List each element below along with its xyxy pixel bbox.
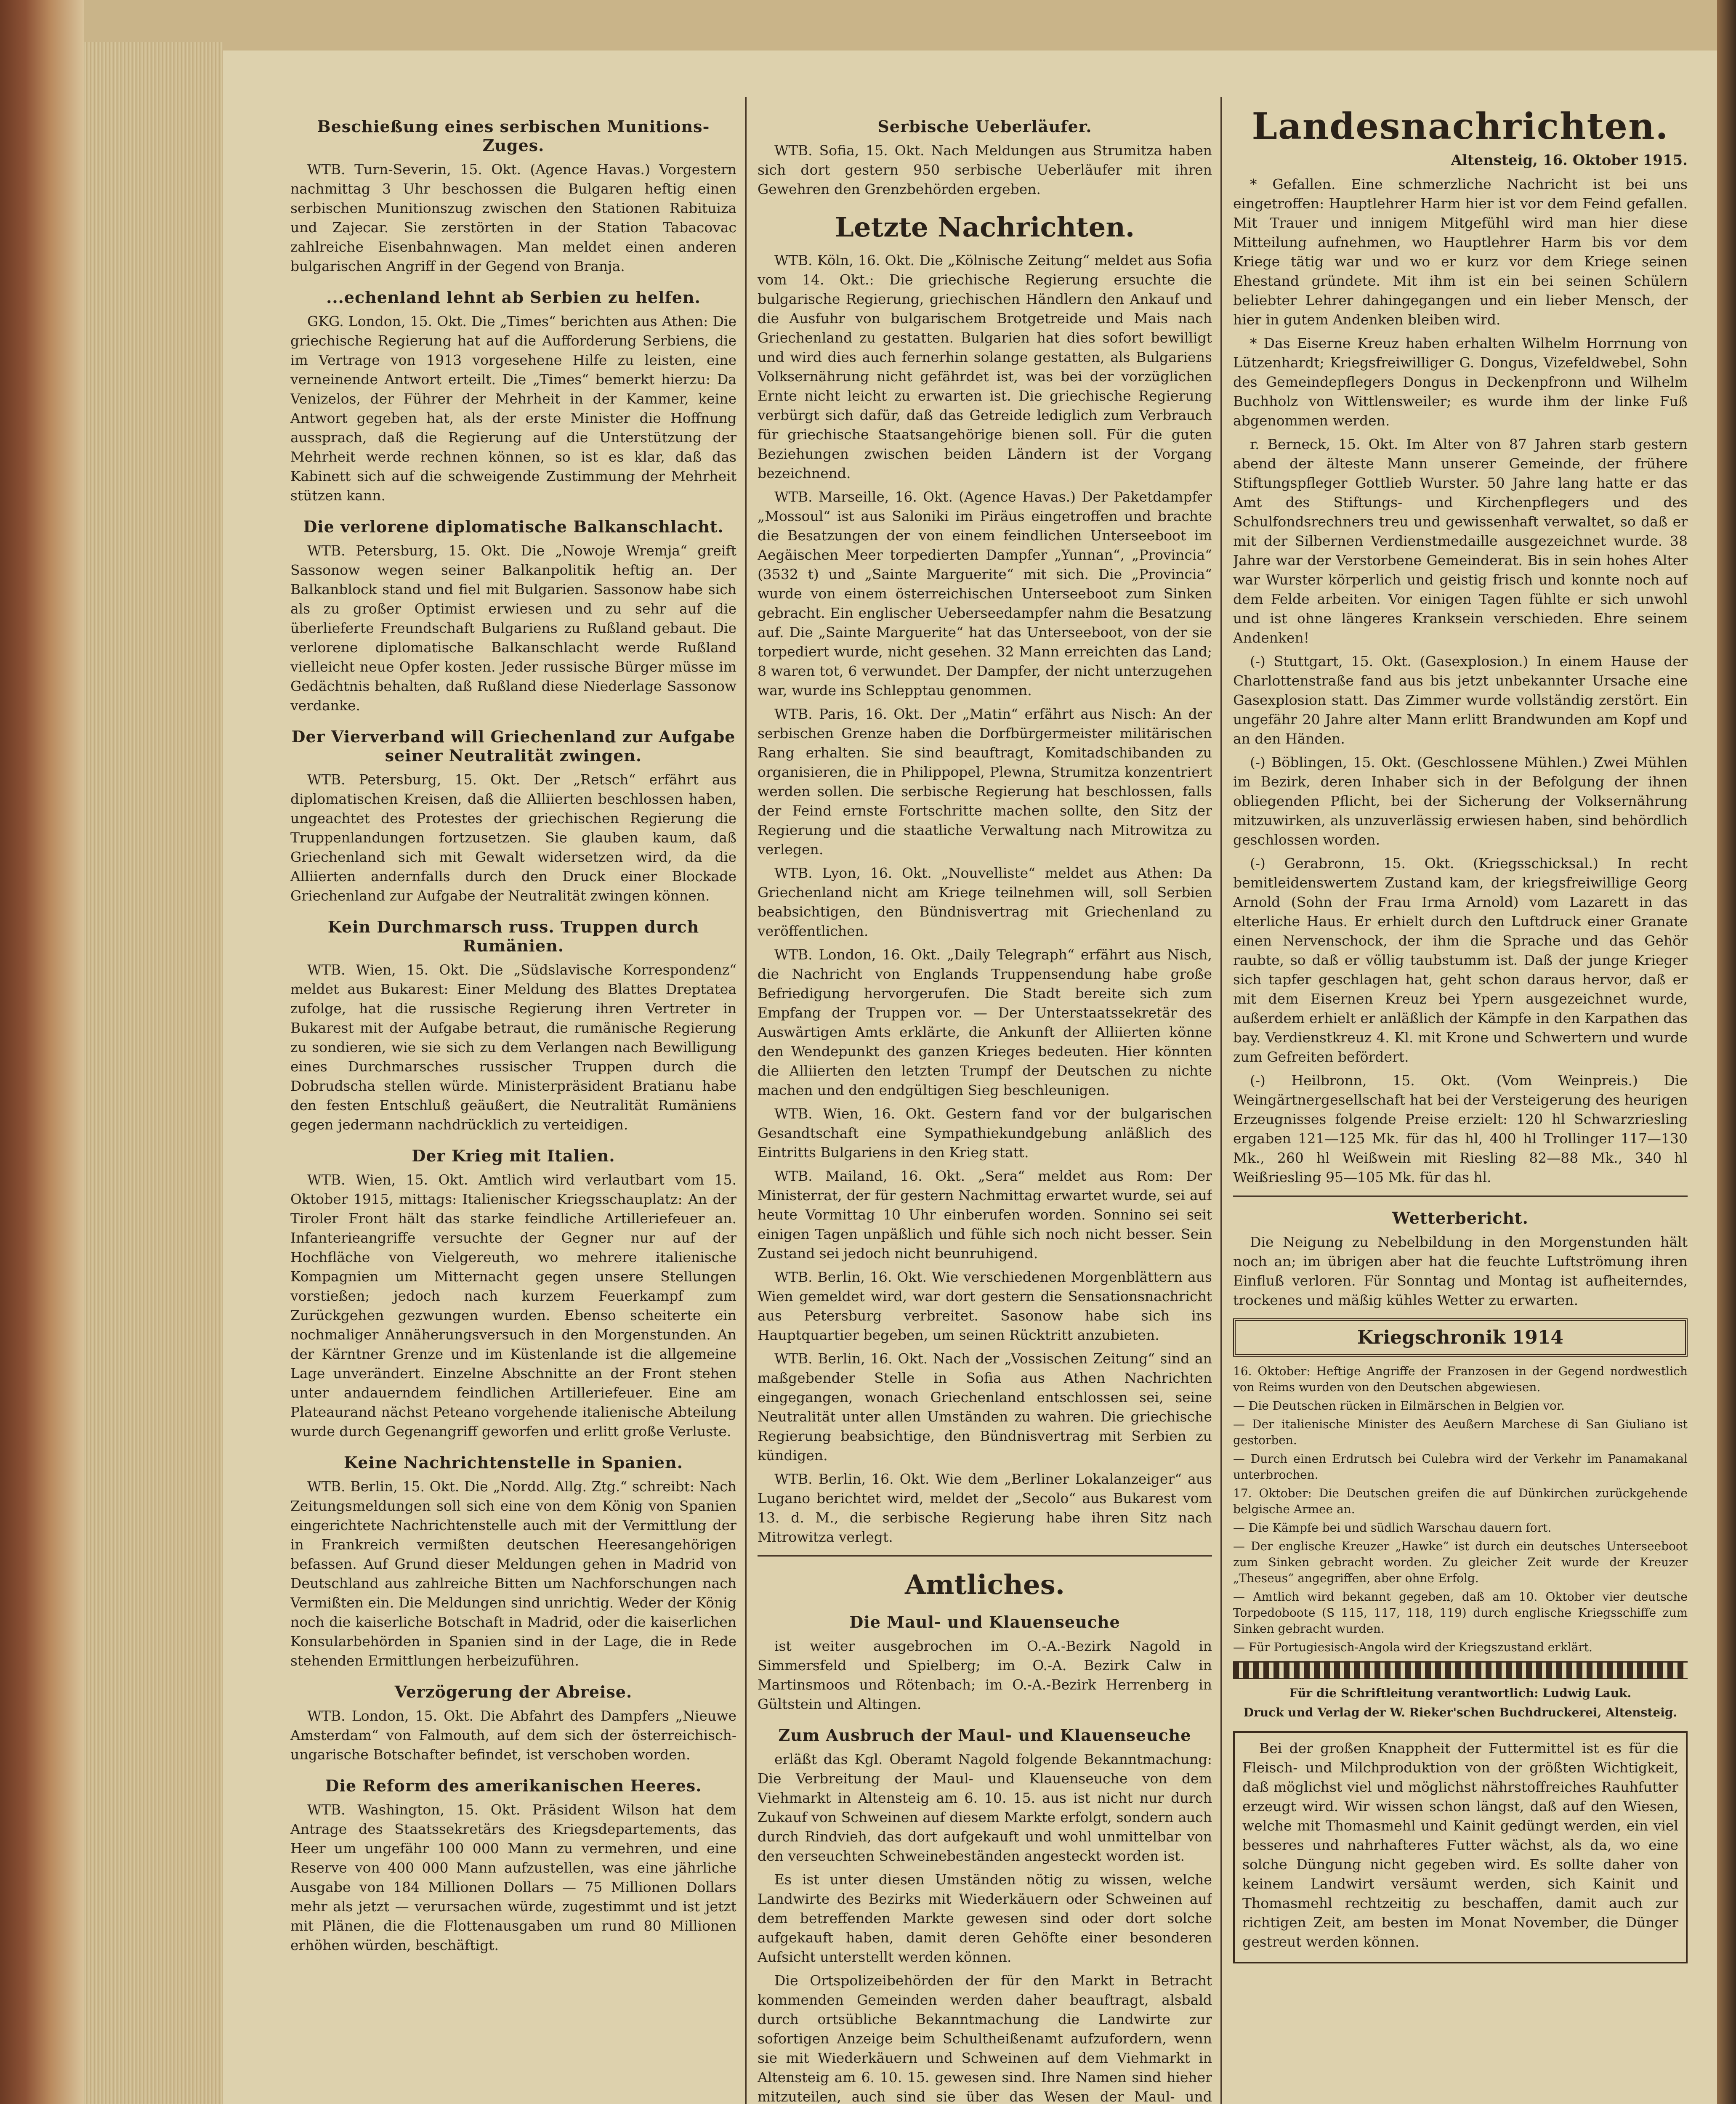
weather-heading: Wetterbericht.	[1392, 1209, 1529, 1227]
article-text: Die Ortspolizeibehörden der für den Markt in Betracht kommenden Gemeinden werden daher beauftragt, alsbald durch ortsübliche Bekanntmachung die Landwirte zur sofortigen Anzeige beim Schultheißenamt aufzufordern, wenn sie mit Wiederkäuern und Schweinen auf dem Viehmarkt in Altensteig am 6. 10. 15. gewesen sind. Ihre Namen sind hieher mitzuteilen, auch sind sie über das Wesen der Maul- und	[758, 1972, 1212, 2104]
article-text: WTB. Washington, 15. Okt. Präsident Wilson hat dem Antrage des Staatssekretärs des Kriegsdepartements, das Heer um ungefähr 100 000 Mann zu vermehren, und eine Reserve von 400 000 Mann aufzustellen, was eine jährliche Ausgabe von 184 Millionen Dollars — 75 Millionen Dollars mehr als jetzt — verursachen würde, zugestimmt und ist jetzt mit Plänen, die die Flottenausgaben um rund 80 Millionen erhöhen würden, beschäftigt.	[290, 1801, 736, 1953]
article-text: erläßt das Kgl. Oberamt Nagold folgende Bekanntmachung: Die Verbreitung der Maul- und Klauenseuche von dem Viehmarkt in Altensteig am 6. 10. 15. aus ist nicht nur durch Zukauf von Schweinen auf diesem Markte erfolgt, sondern auch durch Rindvieh, das dort aufgekauft und wohl unmittelbar von den verseuchten Schweinebeständen angesteckt worden ist.	[758, 1751, 1212, 1864]
local-news-item: (-) Gerabronn, 15. Okt. (Kriegsschicksal.) In recht bemitleidenswertem Zustand kam, der kriegsfreiwillige Georg Arnold (Sohn der Frau Irma Arnold) vom Lazarett in das elterliche Haus. Er erhielt durch den Luftdruck einer Granate einen Nervenschock, der ihm die Sprache und das Gehör raubte, so daß er völlig taubstumm ist. Daß der junge Krieger sich tapfer geschlagen hat, geht schon daraus hervor, daß er mit dem Eisernen Kreuz bei Ypern ausgezeichnet wurde, außerdem erhielt er anläßlich der Kämpfe in den Karpathen das bay. Verdienstkreuz 4. Kl. mit Krone und Schwertern und wurde zum Gefreiten befördert.	[1233, 855, 1688, 1065]
local-news-item: (-) Stuttgart, 15. Okt. (Gasexplosion.) In einem Hause der Charlottenstraße fand aus bis jetzt unbekannter Ursache eine Gasexplosion statt. Das Zimmer wurde vollständig zerstört. Ein ungefähr 20 Jahre alter Mann erlitt Brandwunden am Kopf und an den Händen.	[1233, 653, 1688, 747]
news-item: WTB. Berlin, 16. Okt. Wie verschiedenen Morgenblättern aus Wien gemeldet wird, war dort gestern die Sensationsnachricht aus Petersburg verbreitet. Sasonow habe sich ins Hauptquartier begeben, um seinen Rücktritt anzubieten.	[758, 1269, 1212, 1343]
local-news-item: (-) Heilbronn, 15. Okt. (Vom Weinpreis.) Die Weingärtnergesellschaft hat bei der Versteigerung des heurigen Erzeugnisses folgende Preise erzielt: 120 hl Schwarzriesling ergaben 121—125 Mk. für das hl, 400 hl Trollinger 117—130 Mk., 260 hl Weißwein mit Riesling 82—88 Mk., 340 hl Weißriesling 95—105 Mk. für das hl.	[1233, 1072, 1688, 1185]
article-heading: Verzögerung der Abreise.	[394, 1682, 633, 1701]
news-item: WTB. London, 16. Okt. „Daily Telegraph“ erfährt aus Nisch, die Nachricht von Englands Truppensendung habe große Befriedigung hervorgerufen. Die Stadt bereite sich zum Empfang der Truppen vor. — Der Unterstaatssekretär des Auswärtigen Amts erklärte, die Ankunft der Alliierten könne den Wendepunkt des ganzen Krieges bedeuten. Hier könnten die Alliierten den letzten Trumpf der Deutschen zu nichte machen und den endgültigen Sieg beschleunigen.	[758, 946, 1212, 1098]
article-text: WTB. Petersburg, 15. Okt. Der „Retsch“ erfährt aus diplomatischen Kreisen, daß die Alliierten beschlossen haben, ungeachtet des Protestes der griechischen Regierung die Truppenlandungen fortzusetzen. Sie glauben kaum, daß Griechenland sich mit Gewalt widersetzen wird, da die Alliierten andernfalls durch den Druck einer Blockade Griechenland zur Aufgabe der Neutralität zwingen können.	[290, 771, 736, 904]
article-heading: Der Krieg mit Italien.	[412, 1146, 615, 1165]
chronicle-entry: — Der englische Kreuzer „Hawke“ ist durch ein deutsches Unterseeboot zum Sinken gebracht worden. Zu gleicher Zeit wurde der Kreuzer „Theseus“ angegriffen, aber ohne Erfolg.	[1233, 1539, 1688, 1585]
chronicle-entry: — Der italienische Minister des Aeußern Marchese di San Giuliano ist gestorben.	[1233, 1417, 1688, 1447]
facing-page-edge	[1717, 0, 1736, 2104]
news-item: WTB. Lyon, 16. Okt. „Nouvelliste“ meldet aus Athen: Da Griechenland nicht am Kriege teilnehmen will, soll Serbien beabsichtigen, den Bündnisvertrag mit Griechenland zu veröffentlichen.	[758, 865, 1212, 939]
editor-imprint: Für die Schriftleitung verantwortlich: Ludwig Lauk.	[1289, 1686, 1632, 1700]
newspaper-page	[223, 50, 1717, 2104]
chronicle-entry: — Die Kämpfe bei und südlich Warschau dauern fort.	[1233, 1521, 1552, 1535]
local-news-item: * Gefallen. Eine schmerzliche Nachricht ist bei uns eingetroffen: Hauptlehrer Harm hier ist vor dem Feind gefallen. Mit Trauer und innigem Mitgefühl wird man hier diese Mitteilung aufnehmen, wo Hauptlehrer Harm bis vor dem Kriege tätig war und wo er kurz vor dem Kriege seinen Ehestand gründete. Mit ihm ist ein bei seinen Schülern beliebter Lehrer dahingegangen und ein lieber Mensch, der hier in gutem Andenken bleiben wird.	[1233, 176, 1688, 328]
article-text: WTB. Wien, 15. Okt. Die „Südslavische Korrespondenz“ meldet aus Bukarest: Einer Meldung des Blattes Dreptatea zufolge, hat die russische Regierung ihren Vertreter in Bukarest mit der Aufgabe betraut, die rumänische Regierung zu sondieren, wie sie sich zu dem Verlangen nach Bewilligung eines Durchmarsches russischer Truppen durch die Dobrudscha stellen würde. Ministerpräsident Bratianu habe den festen Entschluß geäußert, die Neutralität Rumäniens gegen jedermann nachdrücklich zu verteidigen.	[290, 962, 736, 1133]
news-item: WTB. Mailand, 16. Okt. „Sera“ meldet aus Rom: Der Ministerrat, der für gestern Nachmittag erwartet wurde, sei auf heute Vormittag 10 Uhr einberufen worden. Sonnino sei seit einigen Tagen unpäßlich und fühle sich noch nicht besser. Sein Zustand sei jedoch nicht beunruhigend.	[758, 1168, 1212, 1262]
section-title-letzte-nachrichten: Letzte Nachrichten.	[835, 212, 1135, 243]
chronicle-entry: — Für Portugiesisch-Angola wird der Kriegszustand erklärt.	[1233, 1640, 1592, 1654]
notice-box	[1233, 1731, 1688, 1963]
news-item: WTB. Köln, 16. Okt. Die „Kölnische Zeitung“ meldet aus Sofia vom 14. Okt.: Die griechische Regierung ersuchte die bulgarische Regierung, griechischen Händlern den Ankauf und die Ausfuhr von bulgarischem Brotgetreide und Mais nach Griechenland zu gestatten. Bulgarien hat dies sofort bewilligt und wird dies auch fernerhin solange gestatten, als Bulgariens Volksernährung nicht gefährdet ist, was bei der vorzüglichen Ernte nicht leicht zu erwarten ist. Die griechische Regierung verbürgt sich dafür, daß das Getreide lediglich zum Verbrauch für griechische Staatsangehörige bienen soll. Für die guten Beziehungen zwischen beiden Ländern ist der Vorgang bezeichnend.	[758, 252, 1212, 481]
article-heading: Zum Ausbruch der Maul- und Klauenseuche	[778, 1726, 1191, 1745]
local-news-item: * Das Eiserne Kreuz haben erhalten Wilhelm Horrnung von Lützenhardt; Kriegsfreiwilliger G. Dongus, Vizefeldwebel, Sohn des Gemeindepflegers Dongus in Deckenpfronn und Wilhelm Buchholz von Wittlensweiler; es wurde ihm der linke Fuß abgenommen werden.	[1233, 335, 1688, 429]
article-heading: Die Reform des amerikanischen Heeres.	[325, 1776, 702, 1795]
book-binding-edge	[0, 0, 84, 2104]
chronicle-entry: — Die Deutschen rücken in Eilmärschen in Belgien vor.	[1233, 1399, 1565, 1413]
article-heading: Serbische Ueberläufer.	[877, 117, 1092, 136]
page-stack-edge	[84, 42, 223, 2104]
article-text: WTB. Sofia, 15. Okt. Nach Meldungen aus Strumitza haben sich dort gestern 950 serbische Ueberläufer mit ihren Gewehren den Grenzbehörden ergeben.	[758, 142, 1212, 197]
news-item: WTB. Berlin, 16. Okt. Wie dem „Berliner Lokalanzeiger“ aus Lugano berichtet wird, meldet der „Secolo“ aus Bukarest vom 13. d. M., die serbische Regierung habe ihren Sitz nach Mitrowitza verlegt.	[758, 1471, 1212, 1545]
chronicle-entry: 16. Oktober: Heftige Angriffe der Franzosen in der Gegend nordwestlich von Reims wurden von den Deutschen abgewiesen.	[1233, 1364, 1688, 1394]
news-item: WTB. Wien, 16. Okt. Gestern fand vor der bulgarischen Gesandtschaft eine Sympathiekundgebung anläßlich des Eintritts Bulgariens in den Krieg statt.	[758, 1105, 1212, 1161]
column-3	[1233, 105, 1688, 2104]
ornamental-border	[1233, 1661, 1688, 1679]
article-text: WTB. Berlin, 15. Okt. Die „Nordd. Allg. Ztg.“ schreibt: Nach Zeitungsmeldungen soll sich eine von dem König von Spanien eingerichtete Nachrichtenstelle auch mit der Vermittlung der in Frankreich vermißten deutschen Heeresangehörigen befassen. Auf Grund dieser Meldungen gehen in Madrid von Deutschland aus zahlreiche Bitten um Nachforschungen nach Vermißten ein. Die Meldungen sind unrichtig. Weder der König noch die kaiserliche Botschaft in Madrid, oder die kaiserlichen Konsularbehörden in Spanien sind in der Lage, die in Rede stehenden Ermittlungen herbeizuführen.	[290, 1478, 736, 1669]
dateline: Altensteig, 16. Oktober 1915.	[1451, 152, 1688, 169]
article-text: WTB. London, 15. Okt. Die Abfahrt des Dampfers „Nieuwe Amsterdam“ von Falmouth, auf dem sich der österreichisch-ungarische Botschafter befindet, ist verschoben worden.	[290, 1708, 736, 1763]
chronicle-entry: 17. Oktober: Die Deutschen greifen die auf Dünkirchen zurückgehende belgische Armee an.	[1233, 1486, 1688, 1516]
article-text: Es ist unter diesen Umständen nötig zu wissen, welche Landwirte des Bezirks mit Wiederkäuern oder Schweinen auf dem betreffenden Markte gewesen sind oder dort solche aufgekauft haben, damit deren Gehöfte einer besonderen Aufsicht unterstellt werden können.	[758, 1871, 1212, 1965]
section-title-landesnachrichten: Landesnachrichten.	[1252, 105, 1669, 148]
column-rule	[745, 97, 747, 2104]
article-heading: Die verlorene diplomatische Balkanschlacht.	[303, 517, 724, 536]
chronicle-entry: — Durch einen Erdrutsch bei Culebra wird der Verkehr im Panamakanal unterbrochen.	[1233, 1452, 1688, 1482]
news-item: WTB. Berlin, 16. Okt. Nach der „Vossischen Zeitung“ sind an maßgebender Stelle in Sofia aus Athen Nachrichten eingegangen, wonach Griechenland entschlossen sei, seine Neutralität unter allen Umständen zu wahren. Die griechische Regierung beabsichtige, den Bündnisvertrag mit Serbien zu kündigen.	[758, 1350, 1212, 1464]
divider	[758, 1555, 1212, 1557]
news-item: WTB. Marseille, 16. Okt. (Agence Havas.) Der Paketdampfer „Mossoul“ ist aus Saloniki im Piräus eingetroffen und brachte die Besatzungen der von einem feindlichen Unterseeboot im Aegäischen Meer torpedierten Dampfer „Yunnan“, „Provincia“ (3532 t) und „Sainte Marguerite“ mit sich. Die „Provincia“ wurde von einem österreichischen Unterseeboot zum Sinken gebracht. Ein englischer Ueberseedampfer nahm die Besatzung auf. Die „Sainte Marguerite“ hat das Unterseeboot, von der sie torpediert wurde, nicht gesehen. 32 Mann erreichten das Land; 8 waren tot, 6 verwundet. Der Dampfer, der nicht unterzugehen war, wurde ins Schlepptau genommen.	[758, 489, 1212, 699]
article-text: WTB. Wien, 15. Okt. Amtlich wird verlautbart vom 15. Oktober 1915, mittags: Italienischer Kriegsschauplatz: An der Tiroler Front hält das starke feindliche Artilleriefeuer an. Infanterieangriffe versuchte der Gegner nur auf der Hochfläche von Vielgereuth, wo mehrere italienische Kompagnien um Mitternacht gegen unsere Stellungen vorstießen; jedoch nach kurzem Feuerkampf zum Zurückgehen gezwungen wurden. Ebenso scheiterte ein nochmaliger Annäherungsversuch in den Morgenstunden. An der Kärntner Grenze und im Küstenlande ist die allgemeine Lage unverändert. Einzelne Abschnitte an der Front stehen unter andauerndem feindlichen Artilleriefeuer. Eine am Plateaurand nächst Peteano vorgehende italienische Abteilung wurde durch Gegenangriff geworfen und erlitt große Verluste.	[290, 1172, 736, 1440]
publisher-imprint: Druck und Verlag der W. Rieker'schen Buchdruckerei, Altensteig.	[1243, 1706, 1678, 1719]
section-title-amtliches: Amtliches.	[904, 1569, 1065, 1601]
article-heading: Kein Durchmarsch russ. Truppen durch Rumänien.	[327, 917, 699, 955]
article-heading: Keine Nachrichtenstelle in Spanien.	[344, 1453, 683, 1472]
article-text: GKG. London, 15. Okt. Die „Times“ berichten aus Athen: Die griechische Regierung hat auf die Aufforderung Serbiens, die im Vertrage von 1913 vorgesehene Hilfe zu leisten, eine verneinende Antwort erteilt. Die „Times“ bemerkt hierzu: Da Venizelos, der Führer der Mehrheit in der Kammer, keine Antwort gegeben hat, als der erste Minister die Hoffnung aussprach, daß die Regierung auf die Unterstützung der Mehrheit werde rechnen können, so ist es klar, daß das Kabinett sich auf die schweigende Zustimmung der Mehrheit stützen kann.	[290, 313, 736, 504]
article-heading: Der Vierverband will Griechenland zur Aufgabe seiner Neutralität zwingen.	[291, 727, 736, 765]
article-text: ist weiter ausgebrochen im O.-A.-Bezirk Nagold in Simmersfeld und Spielberg; im O.-A. Bezirk Calw in Martinsmoos und Rötenbach; im O.-A.-Bezirk Herrenberg in Gültstein und Altingen.	[758, 1638, 1212, 1712]
article-heading: Die Maul- und Klauenseuche	[849, 1613, 1120, 1631]
local-news-item: r. Berneck, 15. Okt. Im Alter von 87 Jahren starb gestern abend der älteste Mann unserer Gemeinde, der frühere Stiftungspfleger Gottlieb Wurster. 50 Jahre lang hatte er das Amt des Stiftungs- und Kirchenpflegers und des Schulfondsrechners treu und gewissenhaft verwaltet, so daß er mit der Silbernen Verdienstmedaille ausgezeichnet wurde. 38 Jahre war der Verstorbene Gemeinderat. Bis in sein hohes Alter war Wurster körperlich und geistig frisch und konnte noch auf dem Felde arbeiten. Vor einigen Tagen fühlte er sich unwohl und ist ohne längeres Kranksein verschieden. Ehre seinem Andenken!	[1233, 436, 1688, 646]
notice-text: Bei der großen Knappheit der Futtermittel ist es für die Fleisch- und Milchproduktion von der größten Wichtigkeit, daß möglichst viel und möglichst nährstoffreiches Rauhfutter erzeugt wird. Wir wissen schon längst, daß auf den Wiesen, welche mit Thomasmehl und Kainit gedüngt werden, ein viel besseres und nahrhafteres Futter wächst, als da, wo eine solche Düngung nicht gegeben wird. Es sollte daher von keinem Landwirt versäumt werden, sich Kainit und Thomasmehl rechtzeitig zu beschaffen, damit auch zur richtigen Zeit, am besten im Monat November, die Dünger gestreut werden können.	[1242, 1740, 1678, 1950]
chronicle-entry: — Amtlich wird bekannt gegeben, daß am 10. Oktober vier deutsche Torpedoboote (S 115, 117, 118, 119) durch englische Kriegsschiffe zum Sinken gebracht wurden.	[1233, 1590, 1688, 1636]
article-text: WTB. Petersburg, 15. Okt. Die „Nowoje Wremja“ greift Sassonow wegen seiner Balkanpolitik heftig an. Der Balkanblock stand und fiel mit Bulgarien. Sassonow habe sich als zu großer Optimist erwiesen und zu sehr auf die überlieferte Freundschaft Bulgariens zu Rußland gebaut. Die verlorene diplomatische Balkanschlacht werde Rußland vielleicht neue Opfer kosten. Jeder russische Bürger müsse im Gedächtnis behalten, daß Rußland diese Niederlage Sassonow verdanke.	[290, 542, 736, 714]
article-heading: ...echenland lehnt ab Serbien zu helfen.	[326, 288, 701, 307]
weather-text: Die Neigung zu Nebelbildung in den Morgenstunden hält noch an; im übrigen aber hat die feuchte Luftströmung ihren Einfluß verloren. Für Sonntag und Montag ist aufheiterndes, trockenes und mäßig kühles Wetter zu erwarten.	[1233, 1234, 1688, 1308]
divider	[1233, 1195, 1688, 1197]
column-1	[290, 105, 736, 2104]
local-news-item: (-) Böblingen, 15. Okt. (Geschlossene Mühlen.) Zwei Mühlen im Bezirk, deren Inhaber sich in der Befolgung der ihnen obliegenden Pflicht, bei der Sicherung der Volksernährung mitzuwirken, als unzuverlässig erwiesen haben, sind behördlich geschlossen worden.	[1233, 754, 1688, 848]
column-2	[758, 105, 1212, 2104]
news-item: WTB. Paris, 16. Okt. Der „Matin“ erfährt aus Nisch: An der serbischen Grenze haben die Dorfbürgermeister militärischen Rang erhalten. Sie sind beauftragt, Komitadschibanden zu organisieren, die in Philippopel, Plewna, Strumitza konzentriert werden sollen. Die serbische Regierung hat beschlossen, falls der Feind ernste Fortschritte machen sollte, den Sitz der Regierung und die staatliche Verwaltung nach Mitrowitza zu verlegen.	[758, 706, 1212, 858]
war-chronicle-title: Kriegschronik 1914	[1357, 1327, 1563, 1348]
article-text: WTB. Turn-Severin, 15. Okt. (Agence Havas.) Vorgestern nachmittag 3 Uhr beschossen die Bulgaren heftig einen serbischen Munitionszug zwischen den Stationen Rabituiza und Zajecar. Sie zerstörten in der Station Tabacovac zahlreiche Eisenbahnwagen. Man meldet einen anderen bulgarischen Angriff in der Gegend von Branja.	[290, 161, 736, 274]
column-rule	[1220, 97, 1222, 2104]
war-chronicle-banner	[1233, 1318, 1688, 1357]
article-heading: Beschießung eines serbischen Munitions-Zuges.	[317, 117, 710, 155]
